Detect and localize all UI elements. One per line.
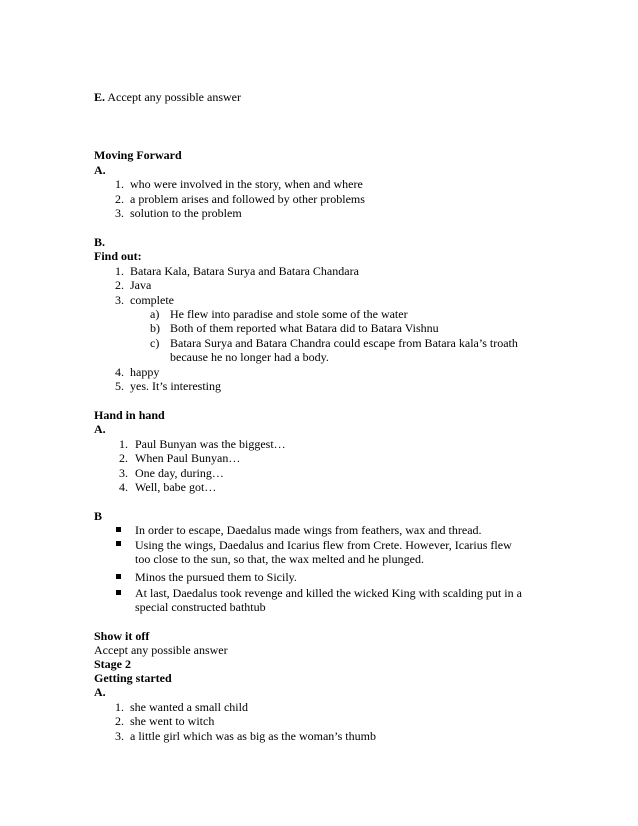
moving-forward-a-label: A. bbox=[94, 163, 106, 177]
moving-forward-b-label: B. bbox=[94, 235, 106, 249]
list-item: happy bbox=[130, 365, 160, 379]
list-number: 1. bbox=[115, 700, 124, 714]
hand-in-hand-b-label: B bbox=[94, 509, 103, 523]
list-item: yes. It’s interesting bbox=[130, 379, 221, 393]
bullet-item: In order to escape, Daedalus made wings from feathers, wax and thread. bbox=[135, 523, 482, 537]
list-item: When Paul Bunyan… bbox=[135, 451, 241, 465]
list-item: she went to witch bbox=[130, 714, 215, 728]
list-number: 2. bbox=[119, 451, 128, 465]
stage-2-heading: Stage 2 bbox=[94, 657, 131, 671]
list-number: 1. bbox=[115, 264, 124, 278]
list-item: a little girl which was as big as the woman’s thumb bbox=[130, 729, 376, 743]
list-number: 3. bbox=[115, 206, 124, 220]
bullet-item: At last, Daedalus took revenge and killed the wicked King with scalding put in a bbox=[135, 586, 522, 600]
list-number: 2. bbox=[115, 278, 124, 292]
list-item: One day, during… bbox=[135, 466, 224, 480]
list-item: a problem arises and followed by other problems bbox=[130, 192, 365, 206]
section-e-label: E. bbox=[94, 90, 106, 104]
list-item: she wanted a small child bbox=[130, 700, 248, 714]
moving-forward-heading: Moving Forward bbox=[94, 148, 182, 162]
square-bullet-icon bbox=[116, 574, 121, 579]
stage-2-a-label: A. bbox=[94, 685, 106, 699]
sublist-letter: c) bbox=[150, 336, 160, 350]
list-number: 3. bbox=[115, 293, 124, 307]
list-number: 3. bbox=[119, 466, 128, 480]
square-bullet-icon bbox=[116, 590, 121, 595]
list-item: Paul Bunyan was the biggest… bbox=[135, 437, 286, 451]
sublist-item: Batara Surya and Batara Chandra could escape from Batara kala’s troath bbox=[170, 336, 518, 350]
sublist-letter: a) bbox=[150, 307, 160, 321]
show-it-off-text: Accept any possible answer bbox=[94, 643, 228, 657]
sublist-item-continued: because he no longer had a body. bbox=[170, 350, 329, 364]
show-it-off-heading: Show it off bbox=[94, 629, 150, 643]
list-number: 1. bbox=[119, 437, 128, 451]
list-item: Batara Kala, Batara Surya and Batara Chandara bbox=[130, 264, 359, 278]
list-number: 2. bbox=[115, 192, 124, 206]
list-number: 1. bbox=[115, 177, 124, 191]
bullet-item-continued: special constructed bathtub bbox=[135, 600, 266, 614]
hand-in-hand-a-label: A. bbox=[94, 422, 106, 436]
list-number: 4. bbox=[119, 480, 128, 494]
list-item: who were involved in the story, when and where bbox=[130, 177, 363, 191]
list-number: 2. bbox=[115, 714, 124, 728]
section-e bbox=[94, 90, 241, 104]
list-number: 4. bbox=[115, 365, 124, 379]
bullet-item-continued: too close to the sun, so that, the wax melted and he plunged. bbox=[135, 552, 424, 566]
list-item: complete bbox=[130, 293, 174, 307]
sublist-item: Both of them reported what Batara did to Batara Vishnu bbox=[170, 321, 439, 335]
bullet-item: Using the wings, Daedalus and Icarius flew from Crete. However, Icarius flew bbox=[135, 538, 512, 552]
hand-in-hand-heading: Hand in hand bbox=[94, 408, 165, 422]
section-e-text: Accept any possible answer bbox=[107, 90, 241, 104]
list-number: 3. bbox=[115, 729, 124, 743]
list-number: 5. bbox=[115, 379, 124, 393]
list-item: Well, babe got… bbox=[135, 480, 217, 494]
bullet-item: Minos the pursued them to Sicily. bbox=[135, 570, 297, 584]
sublist-item: He flew into paradise and stole some of the water bbox=[170, 307, 408, 321]
sublist-letter: b) bbox=[150, 321, 160, 335]
list-item: Java bbox=[130, 278, 152, 292]
list-item: solution to the problem bbox=[130, 206, 242, 220]
getting-started-heading: Getting started bbox=[94, 671, 172, 685]
square-bullet-icon bbox=[116, 527, 121, 532]
find-out-heading: Find out: bbox=[94, 249, 142, 263]
square-bullet-icon bbox=[116, 541, 121, 546]
